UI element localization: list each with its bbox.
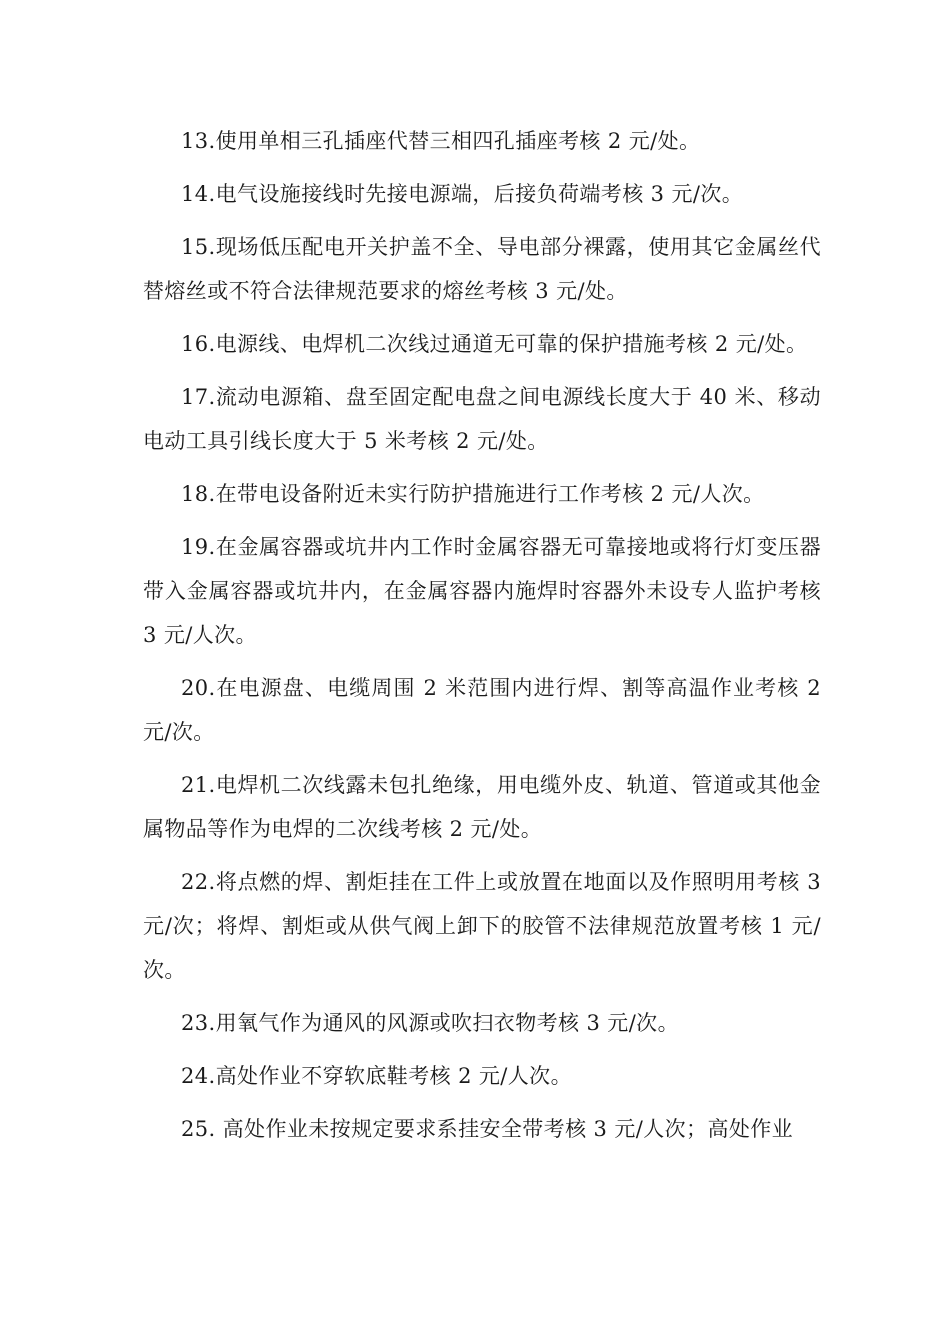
paragraph-14: 14.电气设施接线时先接电源端，后接负荷端考核 3 元/次。 <box>181 182 744 206</box>
paragraph-16: 16.电源线、电焊机二次线过通道无可靠的保护措施考核 2 元/处。 <box>181 332 808 356</box>
paragraph-22: 22.将点燃的焊、割炬挂在工件上或放置在地面以及作照明用考核 3 元/次；将焊、割炬或从供气阀上卸下的胶管不法律规范放置考核 1 元/次。 <box>143 870 821 982</box>
paragraph-17: 17.流动电源箱、盘至固定配电盘之间电源线长度大于 40 米、移动电动工具引线长度大于 5 米考核 2 元/处。 <box>143 385 821 453</box>
paragraph-21: 21.电焊机二次线露未包扎绝缘，用电缆外皮、轨道、管道或其他金属物品等作为电焊的二次线考核 2 元/处。 <box>143 773 821 841</box>
paragraph-15: 15.现场低压配电开关护盖不全、导电部分裸露，使用其它金属丝代替熔丝或不符合法律规范要求的熔丝考核 3 元/处。 <box>143 235 821 303</box>
paragraph-18: 18.在带电设备附近未实行防护措施进行工作考核 2 元/人次。 <box>181 482 765 506</box>
paragraph-13: 13.使用单相三孔插座代替三相四孔插座考核 2 元/处。 <box>181 129 701 153</box>
paragraph-23: 23.用氧气作为通风的风源或吹扫衣物考核 3 元/次。 <box>181 1011 679 1035</box>
paragraph-20: 20.在电源盘、电缆周围 2 米范围内进行焊、割等高温作业考核 2 元/次。 <box>143 676 821 744</box>
paragraph-24: 24.高处作业不穿软底鞋考核 2 元/人次。 <box>181 1064 572 1088</box>
paragraph-19: 19.在金属容器或坑井内工作时金属容器无可靠接地或将行灯变压器带入金属容器或坑井内，在金属容器内施焊时容器外未设专人监护考核 3 元/人次。 <box>143 535 821 647</box>
document-body <box>143 119 821 1160</box>
paragraph-25: 25. 高处作业未按规定要求系挂安全带考核 3 元/人次；高处作业 <box>181 1117 794 1141</box>
